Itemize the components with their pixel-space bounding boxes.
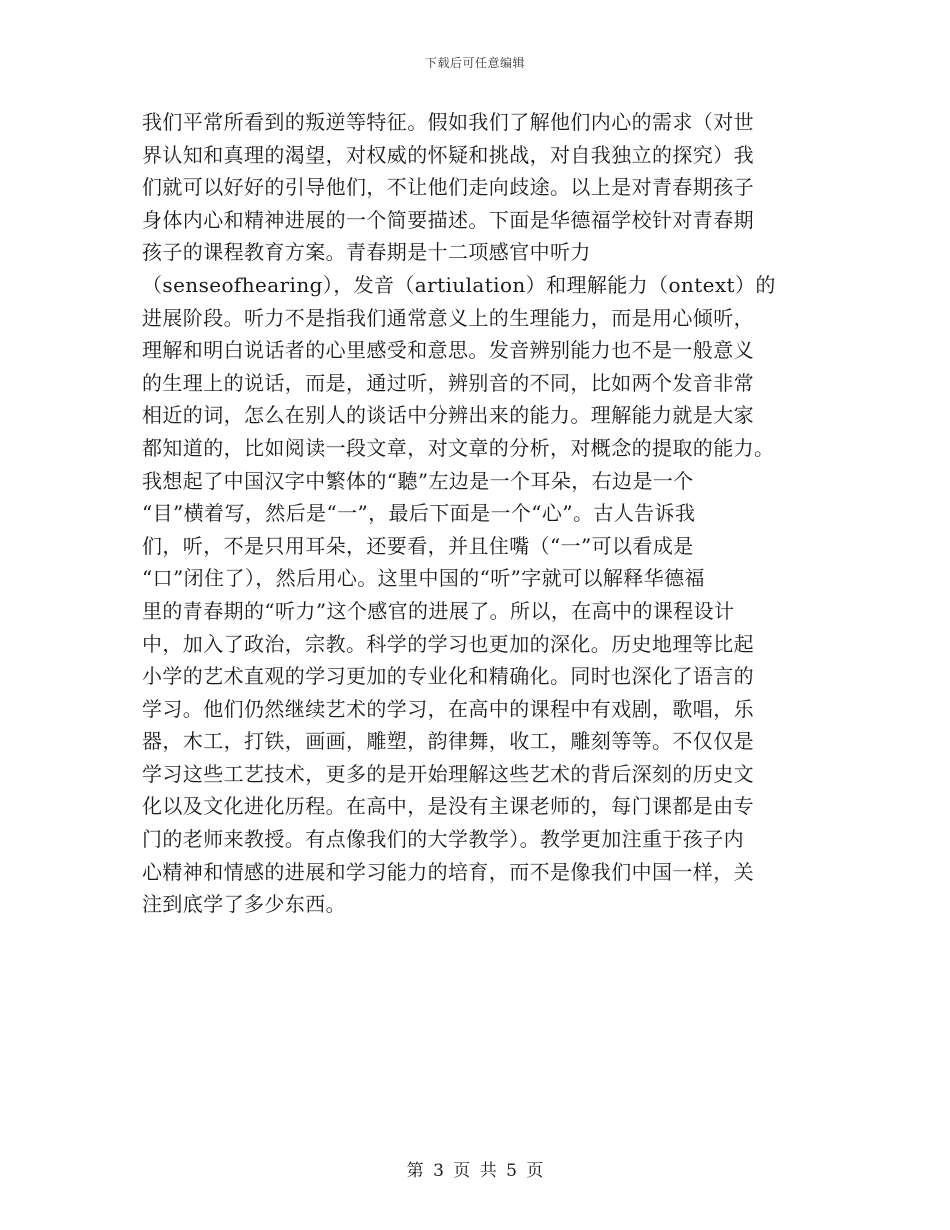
text-line-17: 中，加入了政治，宗教。科学的学习也更加的深化。历史地理等比起 [142, 631, 754, 656]
text-line-8: 理解和明白说话者的心里感受和意思。发音辨别能力也不是一般意义 [142, 338, 754, 363]
text-line-25: 注到底学了多少东西。 [142, 892, 346, 917]
text-line-12: 我想起了中国汉字中繁体的“聽”左边是一个耳朵，右边是一个 [142, 468, 694, 493]
text-line-24: 心精神和情感的进展和学习能力的培育，而不是像我们中国一样，关 [142, 859, 754, 884]
text-line-2: 界认知和真理的渴望，对权威的怀疑和挑战，对自我独立的探究）我 [142, 142, 754, 167]
text-line-10: 相近的词，怎么在别人的谈话中分辨出来的能力。理解能力就是大家 [142, 403, 754, 428]
text-line-11: 都知道的，比如阅读一段文章，对文章的分析，对概念的提取的能力。 [142, 435, 775, 460]
text-line-23: 门的老师来教授。有点像我们的大学教学）。教学更加注重于孩子内 [142, 827, 744, 852]
page-header: 下载后可任意编辑 [424, 56, 525, 70]
text-line-9: 的生理上的说话，而是，通过听，辨别音的不同，比如两个发音非常 [142, 370, 754, 395]
text-line-5: 孩子的课程教育方案。青春期是十二项感官中听力 [142, 240, 591, 265]
text-line-16: 里的青春期的“听力”这个感官的进展了。所以，在高中的课程设计 [142, 598, 735, 623]
text-line-6: （senseofhearing），发音（artiulation）和理解能力（ontext）的 [142, 272, 776, 297]
text-line-21: 学习这些工艺技术，更多的是开始理解这些艺术的背后深刻的历史文 [142, 761, 754, 786]
text-line-1: 我们平常所看到的叛逆等特征。假如我们了解他们内心的需求（对世 [142, 110, 754, 134]
text-line-4: 身体内心和精神进展的一个简要描述。下面是华德福学校针对青春期 [142, 207, 754, 232]
text-line-13: “目”横着写，然后是“一”，最后下面是一个“心”。古人告诉我 [142, 501, 696, 526]
text-line-15: “口”闭住了），然后用心。这里中国的“听”字就可以解释华德福 [142, 566, 705, 591]
text-line-19: 学习。他们仍然继续艺术的学习，在高中的课程中有戏剧，歌唱，乐 [142, 696, 754, 721]
body-text [142, 106, 810, 921]
text-line-3: 们就可以好好的引导他们，不让他们走向歧途。以上是对青春期孩子 [142, 175, 754, 200]
text-line-14: 们，听，不是只用耳朵，还要看，并且住嘴（“一”可以看成是 [142, 533, 694, 558]
text-line-20: 器，木工，打铁，画画，雕塑，韵律舞，收工，雕刻等等。不仅仅是 [142, 729, 754, 754]
text-line-7: 进展阶段。听力不是指我们通常意义上的生理能力，而是用心倾听， [142, 305, 754, 330]
text-line-22: 化以及文化进化历程。在高中，是没有主课老师的，每门课都是由专 [142, 794, 754, 819]
page-footer: 第 3 页 共 5 页 [406, 1161, 544, 1181]
text-line-18: 小学的艺术直观的学习更加的专业化和精确化。同时也深化了语言的 [142, 664, 754, 689]
